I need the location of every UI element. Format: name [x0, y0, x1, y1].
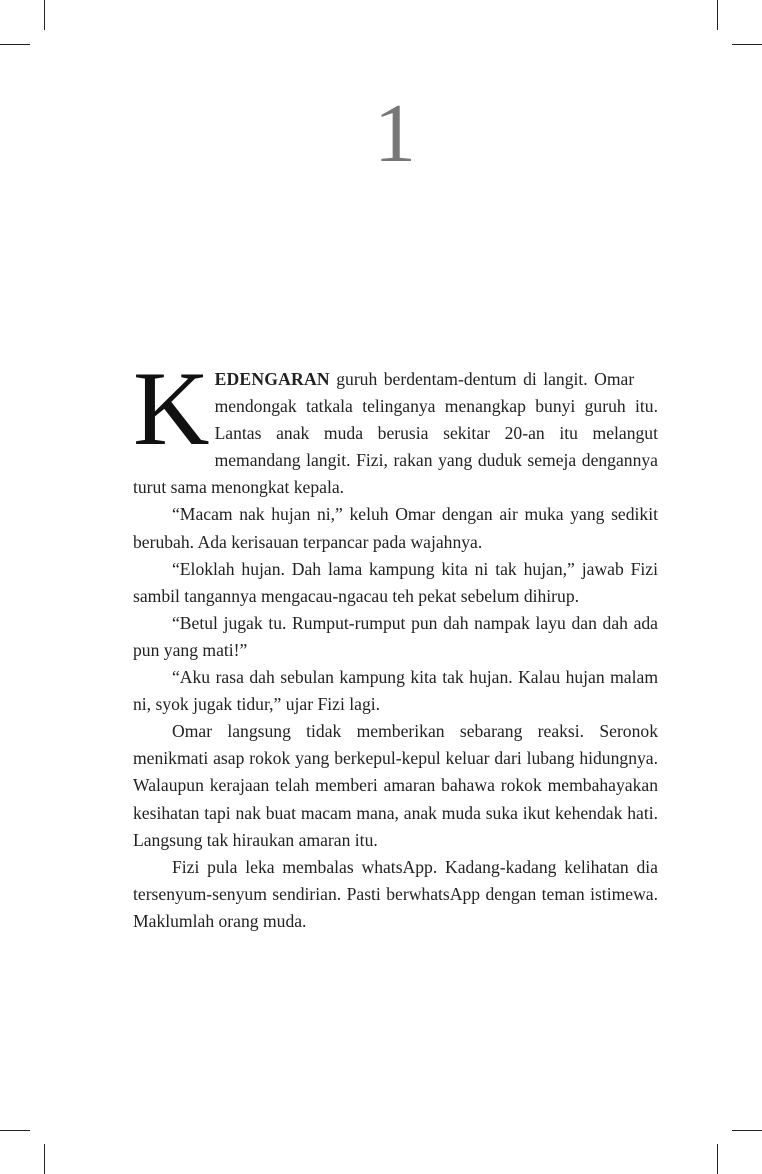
crop-mark-bottom-right-vertical: [717, 1144, 718, 1174]
drop-cap-letter: K: [133, 350, 210, 467]
crop-mark-top-right-horizontal: [732, 44, 762, 45]
chapter-number: 1: [374, 87, 416, 180]
paragraph: Fizi pula leka membalas whatsApp. Kadang-kadang kelihatan dia tersenyum-senyum sendirian. Pasti berwhatsApp dengan teman istimewa. Maklumlah orang muda.: [133, 856, 658, 931]
crop-mark-bottom-left-horizontal: [0, 1130, 30, 1131]
paragraph: “Aku rasa dah sebulan kampung kita tak hujan. Kalau hujan malam ni, syok jugak tidur,” ujar Fizi lagi.: [133, 667, 658, 715]
paragraph: “Macam nak hujan ni,” keluh Omar dengan air muka yang sedikit berubah. Ada kerisauan terpancar pada wajahnya.: [133, 504, 658, 552]
crop-mark-top-right-vertical: [717, 0, 718, 30]
paragraph: “Betul jugak tu. Rumput-rumput pun dah nampak layu dan dah ada pun yang mati!”: [133, 612, 658, 660]
paragraph: “Eloklah hujan. Dah lama kampung kita ni tak hujan,” jawab Fizi sambil tangannya mengacau-ngacau teh pekat sebelum dihirup.: [133, 558, 658, 606]
chapter-body: [133, 350, 658, 935]
paragraph: Omar langsung tidak memberikan sebarang reaksi. Seronok menikmati asap rokok yang berkepul-kepul keluar dari lubang hidungnya. Walaupun kerajaan telah memberi amaran bahawa rokok membahayakan kesihatan tapi nak buat macam mana, anak muda suka ikut kehendak hati. Langsung tak hiraukan amaran itu.: [133, 721, 658, 850]
crop-mark-bottom-left-vertical: [44, 1144, 45, 1174]
crop-mark-bottom-right-horizontal: [732, 1130, 762, 1131]
crop-mark-top-left-horizontal: [0, 44, 30, 45]
crop-mark-top-left-vertical: [44, 0, 45, 30]
opening-paragraph: [133, 350, 658, 501]
opening-paragraph-text: guruh berdentam-dentum di langit. Omar mendongak tatkala telinganya menangkap bunyi guruh itu. Lantas anak muda berusia sekitar 20-an itu melangut memandang langit. Fizi, rakan yang duduk semeja dengannya turut sama menongkat kepala.: [133, 369, 658, 498]
lead-word: EDENGARAN: [214, 369, 330, 389]
